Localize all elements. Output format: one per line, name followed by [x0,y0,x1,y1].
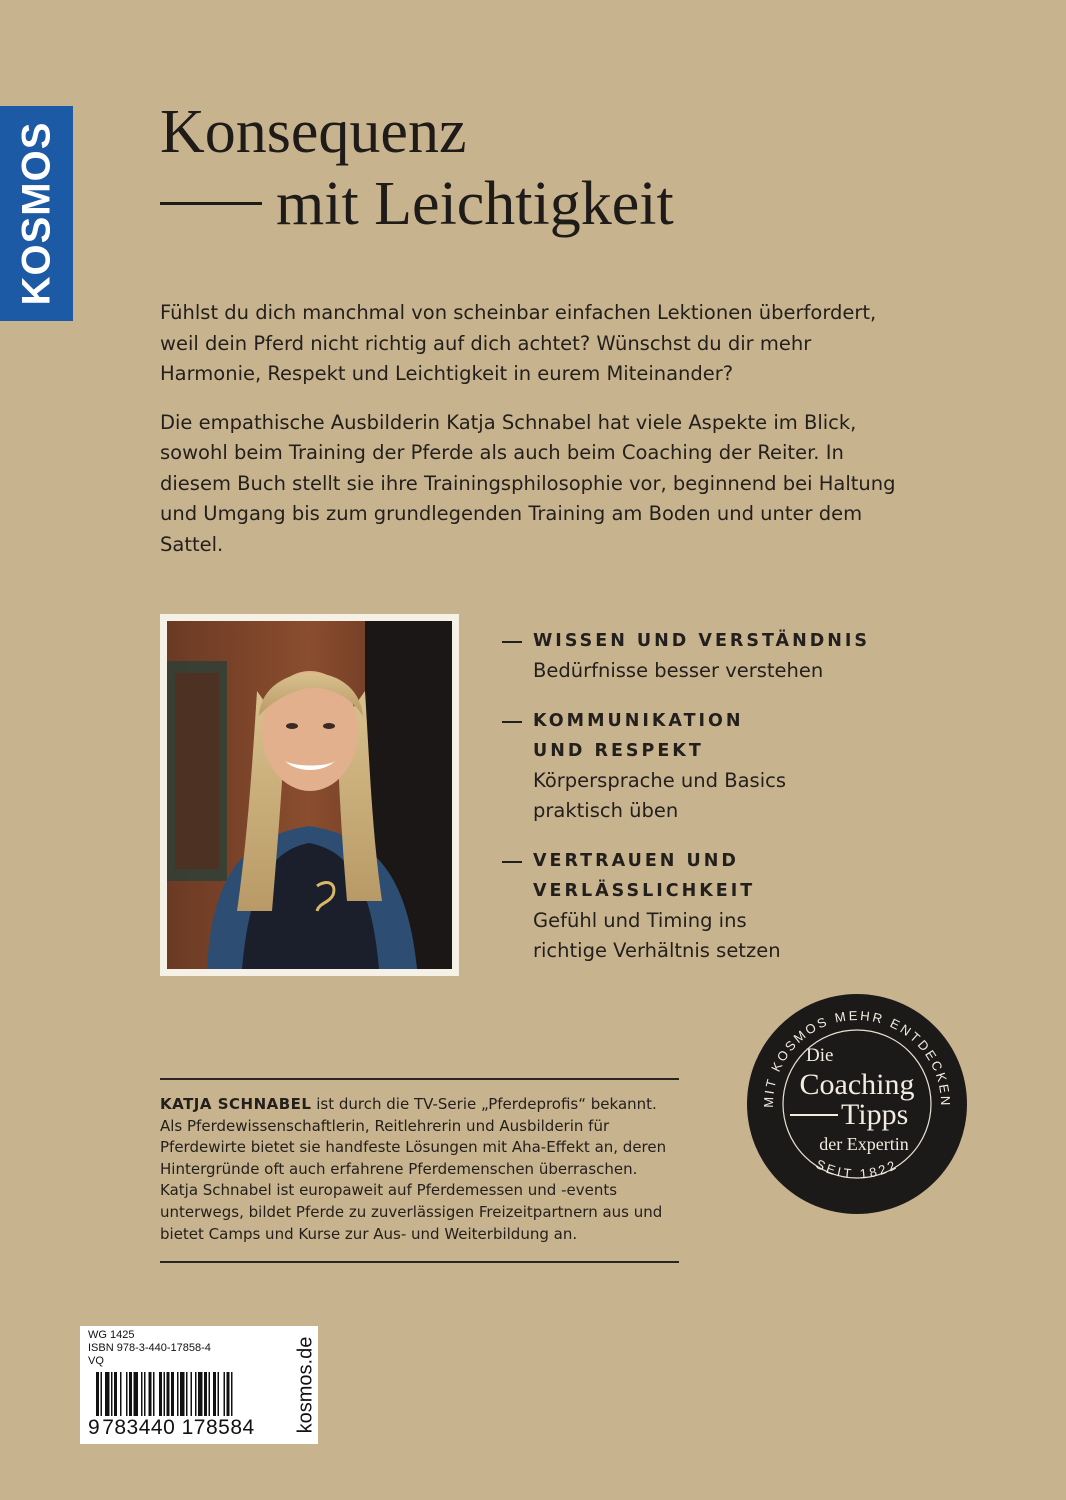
barcode-bar [101,1372,103,1416]
barcode-bar [231,1372,233,1416]
barcode-bar [149,1372,152,1416]
barcode-bar [180,1372,185,1416]
website-url[interactable]: kosmos.de [294,1336,317,1434]
bio-author-name: KATJA SCHNABEL [160,1095,312,1113]
seal-arc-bottom: SEIT 1822 [813,1156,901,1182]
barcode-bar [111,1372,113,1416]
feature-list [500,626,920,986]
barcode-bar [177,1372,179,1416]
feature-dash [502,721,522,723]
feature-description: Bedürfnisse besser verstehen [533,659,824,682]
barcode-bar [105,1372,110,1416]
title-dash [160,202,262,205]
seal-line-3: Tipps [841,1098,909,1131]
title-line-1: Konsequenz [160,98,467,166]
feature-heading: VERTRAUEN UND VERLÄSSLICHKEIT [533,851,756,901]
website-strip [294,1326,318,1444]
barcode-bar [167,1372,170,1416]
barcode-bar [227,1372,230,1416]
book-title [160,96,674,240]
seal-line-2: Coaching [799,1068,915,1101]
barcode-bar [198,1372,203,1416]
barcode-digits [88,1416,255,1440]
barcode-isbn: ISBN 978-3-440-17858-4 [88,1342,211,1354]
barcode-bar [195,1372,197,1416]
barcode-bar [204,1372,207,1416]
author-photo-frame [160,614,459,976]
coaching-tips-seal [746,993,968,1215]
intro-text [160,298,900,578]
seal-arc-top: MIT KOSMOS MEHR ENTDECKEN [760,1007,954,1109]
feature-heading: WISSEN UND VERSTÄNDNIS [533,631,871,651]
barcode-digits-rest: 783440 178584 [102,1416,255,1439]
publisher-logo-tab [0,106,73,321]
barcode-bar [141,1372,143,1416]
barcode-label [80,1326,294,1444]
barcode-bar [159,1372,162,1416]
feature-dash [502,641,522,643]
bio-body: ist durch die TV-Serie „Pferdeprofis“ bekannt. Als Pferdewissenschaftlerin, Reitlehrerin und Ausbilderin für Pferdewirte bietet sie handfeste Lösungen mit Aha-Effekt an, deren Hintergründe oft auch erfahrene Pferdemenschen überraschen. Katja Schnabel ist europaweit auf Pferdemessen und -events unterwegs, bildet Pferde zu zuverlässigen Freizeitpartnern aus und bietet Camps und Kurse zur Aus- und Weiterbildung an. [160,1095,667,1243]
barcode-bar [164,1372,166,1416]
feature-item [500,706,833,826]
barcode-bar [134,1372,139,1416]
author-bio [160,1078,679,1263]
barcode-bar [213,1372,216,1416]
barcode-digit-first: 9 [88,1416,101,1439]
title-line-2: mit Leichtigkeit [276,170,674,238]
seal-line-1: Die [806,1045,834,1066]
barcode-bar [191,1372,193,1416]
barcode-bar [114,1372,117,1416]
barcode-bar [96,1372,99,1416]
barcode-bar [171,1372,174,1416]
barcode-bar [153,1372,155,1416]
barcode-bar [218,1372,220,1416]
barcode-bar [126,1372,128,1416]
feature-heading: KOMMUNIKATION UND RESPEKT [533,711,744,761]
intro-paragraph-1: Fühlst du dich manchmal von scheinbar einfachen Lektionen überfordert, weil dein Pferd nicht richtig auf dich achtet? Wünschst du dir mehr Harmonie, Respekt und Leichtigkeit in eurem Miteinander? [160,301,877,385]
barcode-bar [129,1372,132,1416]
publisher-logo: KOSMOS [14,121,59,306]
intro-paragraph-2: Die empathische Ausbilderin Katja Schnabel hat viele Aspekte im Blick, sowohl beim Training der Pferde als auch beim Coaching der Reiter. In diesem Buch stellt sie ihre Trainingsphilosophie vor, beginnend bei Haltung und Umgang bis zum grundlegenden Training am Boden und unter dem Sattel. [160,410,896,556]
barcode-bar [209,1372,211,1416]
barcode-bar [144,1372,146,1416]
barcode-bars [86,1372,286,1418]
feature-item [500,626,920,686]
barcode-bar [186,1372,188,1416]
barcode-bar [224,1372,226,1416]
feature-description: Gefühl und Timing ins richtige Verhältnis setzen [533,909,781,962]
barcode-wg: WG 1425 [88,1329,135,1341]
bio-text [160,1094,679,1245]
barcode-code: VQ [88,1355,104,1367]
feature-item [500,846,833,966]
feature-dash [502,861,522,863]
barcode-bar [120,1372,122,1416]
author-photo [167,621,452,969]
feature-description: Körpersprache und Basics praktisch üben [533,769,787,822]
seal-line-4: der Expertin [819,1134,909,1154]
